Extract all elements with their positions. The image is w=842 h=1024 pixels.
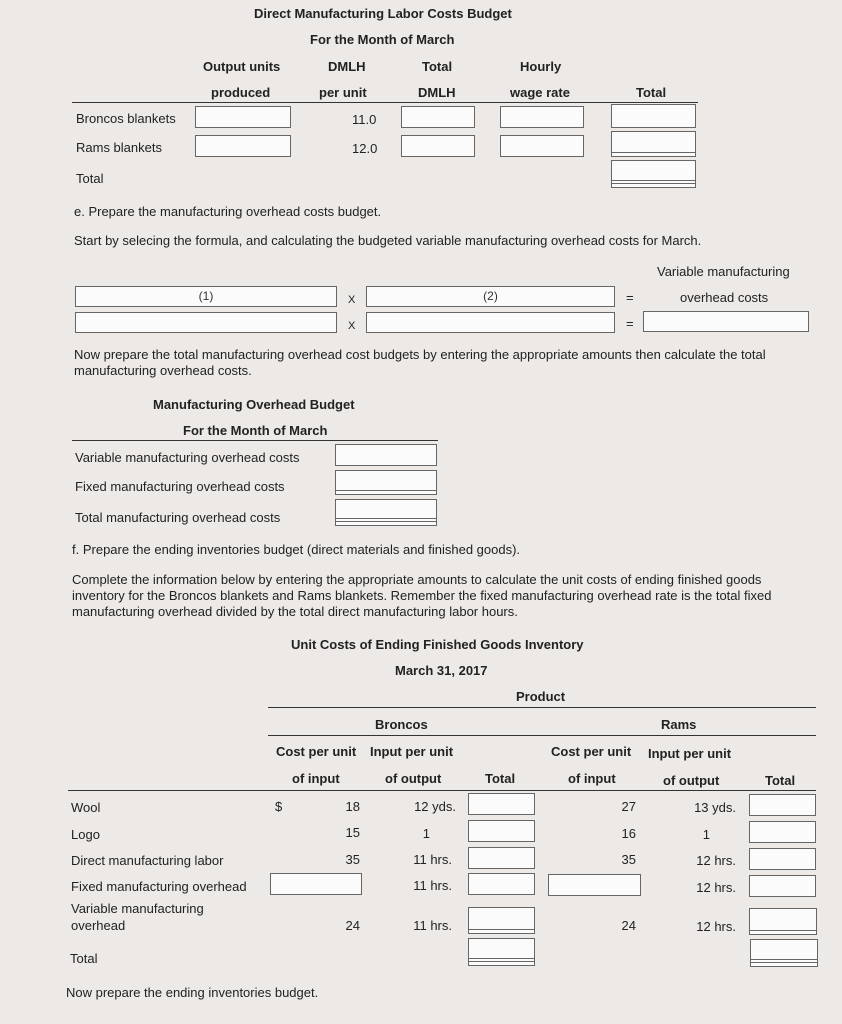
var-overhead-rams-total-input[interactable] (749, 908, 817, 935)
logo-rams-cost: 16 (621, 826, 636, 841)
overhead-budget-title: Manufacturing Overhead Budget (153, 397, 355, 412)
result-header-line2: overhead costs (680, 290, 769, 305)
r-col-input-1: Input per unit (648, 746, 732, 761)
formula-select-1[interactable]: (1) (75, 286, 337, 307)
part-e-start-text: Start by selecing the formula, and calculating the budgeted variable manufacturing overhead costs for March. (74, 233, 702, 248)
footer-text: Now prepare the ending inventories budget. (66, 985, 319, 1000)
row-label-broncos: Broncos blankets (76, 111, 176, 126)
labor-broncos-input: 11 hrs. (413, 852, 452, 867)
broncos-total-input[interactable] (611, 104, 696, 128)
part-f-complete-text: Complete the information below by entering the appropriate amounts to calculate the unit costs of ending finished goods inventory for the Broncos blankets and Rams blankets. Remember the fixed manufacturing overhead rate is the total fixed manufacturing overhead divided by the total direct manufacturing labor hours. (72, 572, 772, 619)
wool-rams-total-input[interactable] (749, 794, 816, 816)
wool-broncos-total-input[interactable] (468, 793, 535, 815)
part-e-instruction: e. Prepare the manufacturing overhead costs budget. (74, 204, 382, 219)
formula-value-1[interactable] (75, 312, 337, 333)
col-header-total: Total (422, 59, 453, 74)
row-label-variable-overhead-2: overhead (71, 918, 126, 933)
variable-overhead-input[interactable] (335, 444, 437, 466)
rams-wage-rate-input[interactable] (500, 135, 584, 157)
row-label-direct-labor: Direct manufacturing labor (71, 853, 224, 868)
unit-costs-header-rule (68, 790, 816, 791)
equals-sign-2: = (626, 316, 634, 331)
r-col-cost-1: Cost per unit (551, 744, 632, 759)
rams-dmlh-per-unit: 12.0 (352, 141, 378, 156)
col-header-per-unit: per unit (319, 85, 367, 100)
part-e-now-text: Now prepare the total manufacturing overhead cost budgets by entering the appropriate amounts then calculate the total manufacturing overhead costs. (74, 347, 766, 378)
rams-total-input[interactable] (611, 131, 696, 157)
labor-rams-total-input[interactable] (749, 848, 816, 870)
col-header-wage-rate: wage rate (510, 85, 570, 100)
col-header-grand-total: Total (636, 85, 667, 100)
unit-costs-title: Unit Costs of Ending Finished Goods Inventory (291, 637, 584, 652)
r-col-total: Total (765, 773, 796, 788)
logo-rams-input: 1 (702, 827, 710, 842)
currency-sign: $ (275, 799, 283, 814)
b-col-input-2: of output (385, 771, 442, 786)
wool-rams-input: 13 yds. (694, 800, 736, 815)
r-col-cost-2: of input (568, 771, 616, 786)
labor-budget-title: Direct Manufacturing Labor Costs Budget (254, 6, 512, 21)
logo-broncos-input: 1 (422, 826, 430, 841)
b-col-input-1: Input per unit (370, 744, 454, 759)
times-sign-1: X (348, 294, 356, 306)
logo-rams-total-input[interactable] (749, 821, 816, 843)
row-label-wool: Wool (71, 800, 101, 815)
fixed-overhead-broncos-total-input[interactable] (468, 873, 535, 895)
col-header-total-dmlh: DMLH (418, 85, 456, 100)
row-label-variable-overhead-1: Variable manufacturing (71, 901, 204, 916)
overhead-row-variable: Variable manufacturing overhead costs (75, 450, 300, 465)
logo-broncos-cost: 15 (345, 825, 360, 840)
row-label-rams: Rams blankets (76, 140, 162, 155)
rams-header: Rams (661, 717, 697, 732)
fixed-overhead-rams-total-input[interactable] (749, 875, 816, 897)
row-label-total: Total (76, 171, 104, 186)
labor-rams-cost: 35 (621, 852, 636, 867)
col-header-produced: produced (211, 85, 271, 100)
var-overhead-rams-input: 12 hrs. (696, 919, 736, 934)
part-f-instruction: f. Prepare the ending inventories budget (direct materials and finished goods). (72, 542, 521, 557)
broncos-unit-total-input[interactable] (468, 938, 535, 966)
broncos-wage-rate-input[interactable] (500, 106, 584, 128)
broncos-dmlh-per-unit: 11.0 (352, 112, 377, 127)
product-sub-rule (268, 735, 816, 736)
wool-rams-cost: 27 (621, 799, 636, 814)
logo-broncos-total-input[interactable] (468, 820, 535, 842)
result-header-line1: Variable manufacturing (657, 264, 790, 279)
wool-broncos-input: 12 yds. (414, 799, 456, 814)
rams-unit-total-input[interactable] (750, 939, 818, 967)
b-col-cost-2: of input (292, 771, 340, 786)
col-header-dmlh: DMLH (328, 59, 366, 74)
labor-rams-input: 12 hrs. (696, 853, 736, 868)
col-header-hourly: Hourly (520, 59, 562, 74)
variable-overhead-result-input[interactable] (643, 311, 809, 332)
labor-broncos-total-input[interactable] (468, 847, 535, 869)
var-overhead-broncos-total-input[interactable] (468, 907, 535, 934)
b-col-total: Total (485, 771, 516, 786)
overhead-row-total: Total manufacturing overhead costs (75, 510, 281, 525)
overhead-header-rule (72, 440, 438, 441)
overhead-row-fixed: Fixed manufacturing overhead costs (75, 479, 285, 494)
product-header: Product (516, 689, 566, 704)
labor-budget-subtitle: For the Month of March (310, 32, 455, 47)
product-rule (268, 707, 816, 708)
row-label-logo: Logo (71, 827, 100, 842)
total-overhead-input[interactable] (335, 499, 437, 526)
labor-broncos-cost: 35 (345, 852, 360, 867)
rams-output-units-input[interactable] (195, 135, 291, 157)
fixed-overhead-rams-input: 12 hrs. (696, 880, 736, 895)
broncos-output-units-input[interactable] (195, 106, 291, 128)
wool-broncos-cost: 18 (345, 799, 360, 814)
unit-costs-date: March 31, 2017 (395, 663, 488, 678)
r-col-input-2: of output (663, 773, 720, 788)
times-sign-2: X (348, 320, 356, 332)
formula-select-2[interactable]: (2) (366, 286, 615, 307)
row-label-unit-total: Total (70, 951, 98, 966)
overhead-budget-subtitle: For the Month of March (183, 423, 328, 438)
fixed-overhead-rams-cost-input[interactable] (548, 874, 641, 896)
col-header-output-units: Output units (203, 59, 281, 74)
b-col-cost-1: Cost per unit (276, 744, 357, 759)
broncos-total-dmlh-input[interactable] (401, 106, 475, 128)
rams-total-dmlh-input[interactable] (401, 135, 475, 157)
broncos-header: Broncos (375, 717, 428, 732)
fixed-overhead-broncos-input: 11 hrs. (413, 878, 452, 893)
var-overhead-broncos-input: 11 hrs. (413, 918, 452, 933)
row-label-fixed-overhead: Fixed manufacturing overhead (71, 879, 247, 894)
labor-grand-total-input[interactable] (611, 160, 696, 188)
formula-value-2[interactable] (366, 312, 615, 333)
fixed-overhead-input[interactable] (335, 470, 437, 495)
header-rule (72, 102, 698, 103)
var-overhead-broncos-cost: 24 (345, 918, 360, 933)
equals-sign-1: = (626, 290, 634, 305)
fixed-overhead-broncos-cost-input[interactable] (270, 873, 362, 895)
var-overhead-rams-cost: 24 (621, 918, 636, 933)
